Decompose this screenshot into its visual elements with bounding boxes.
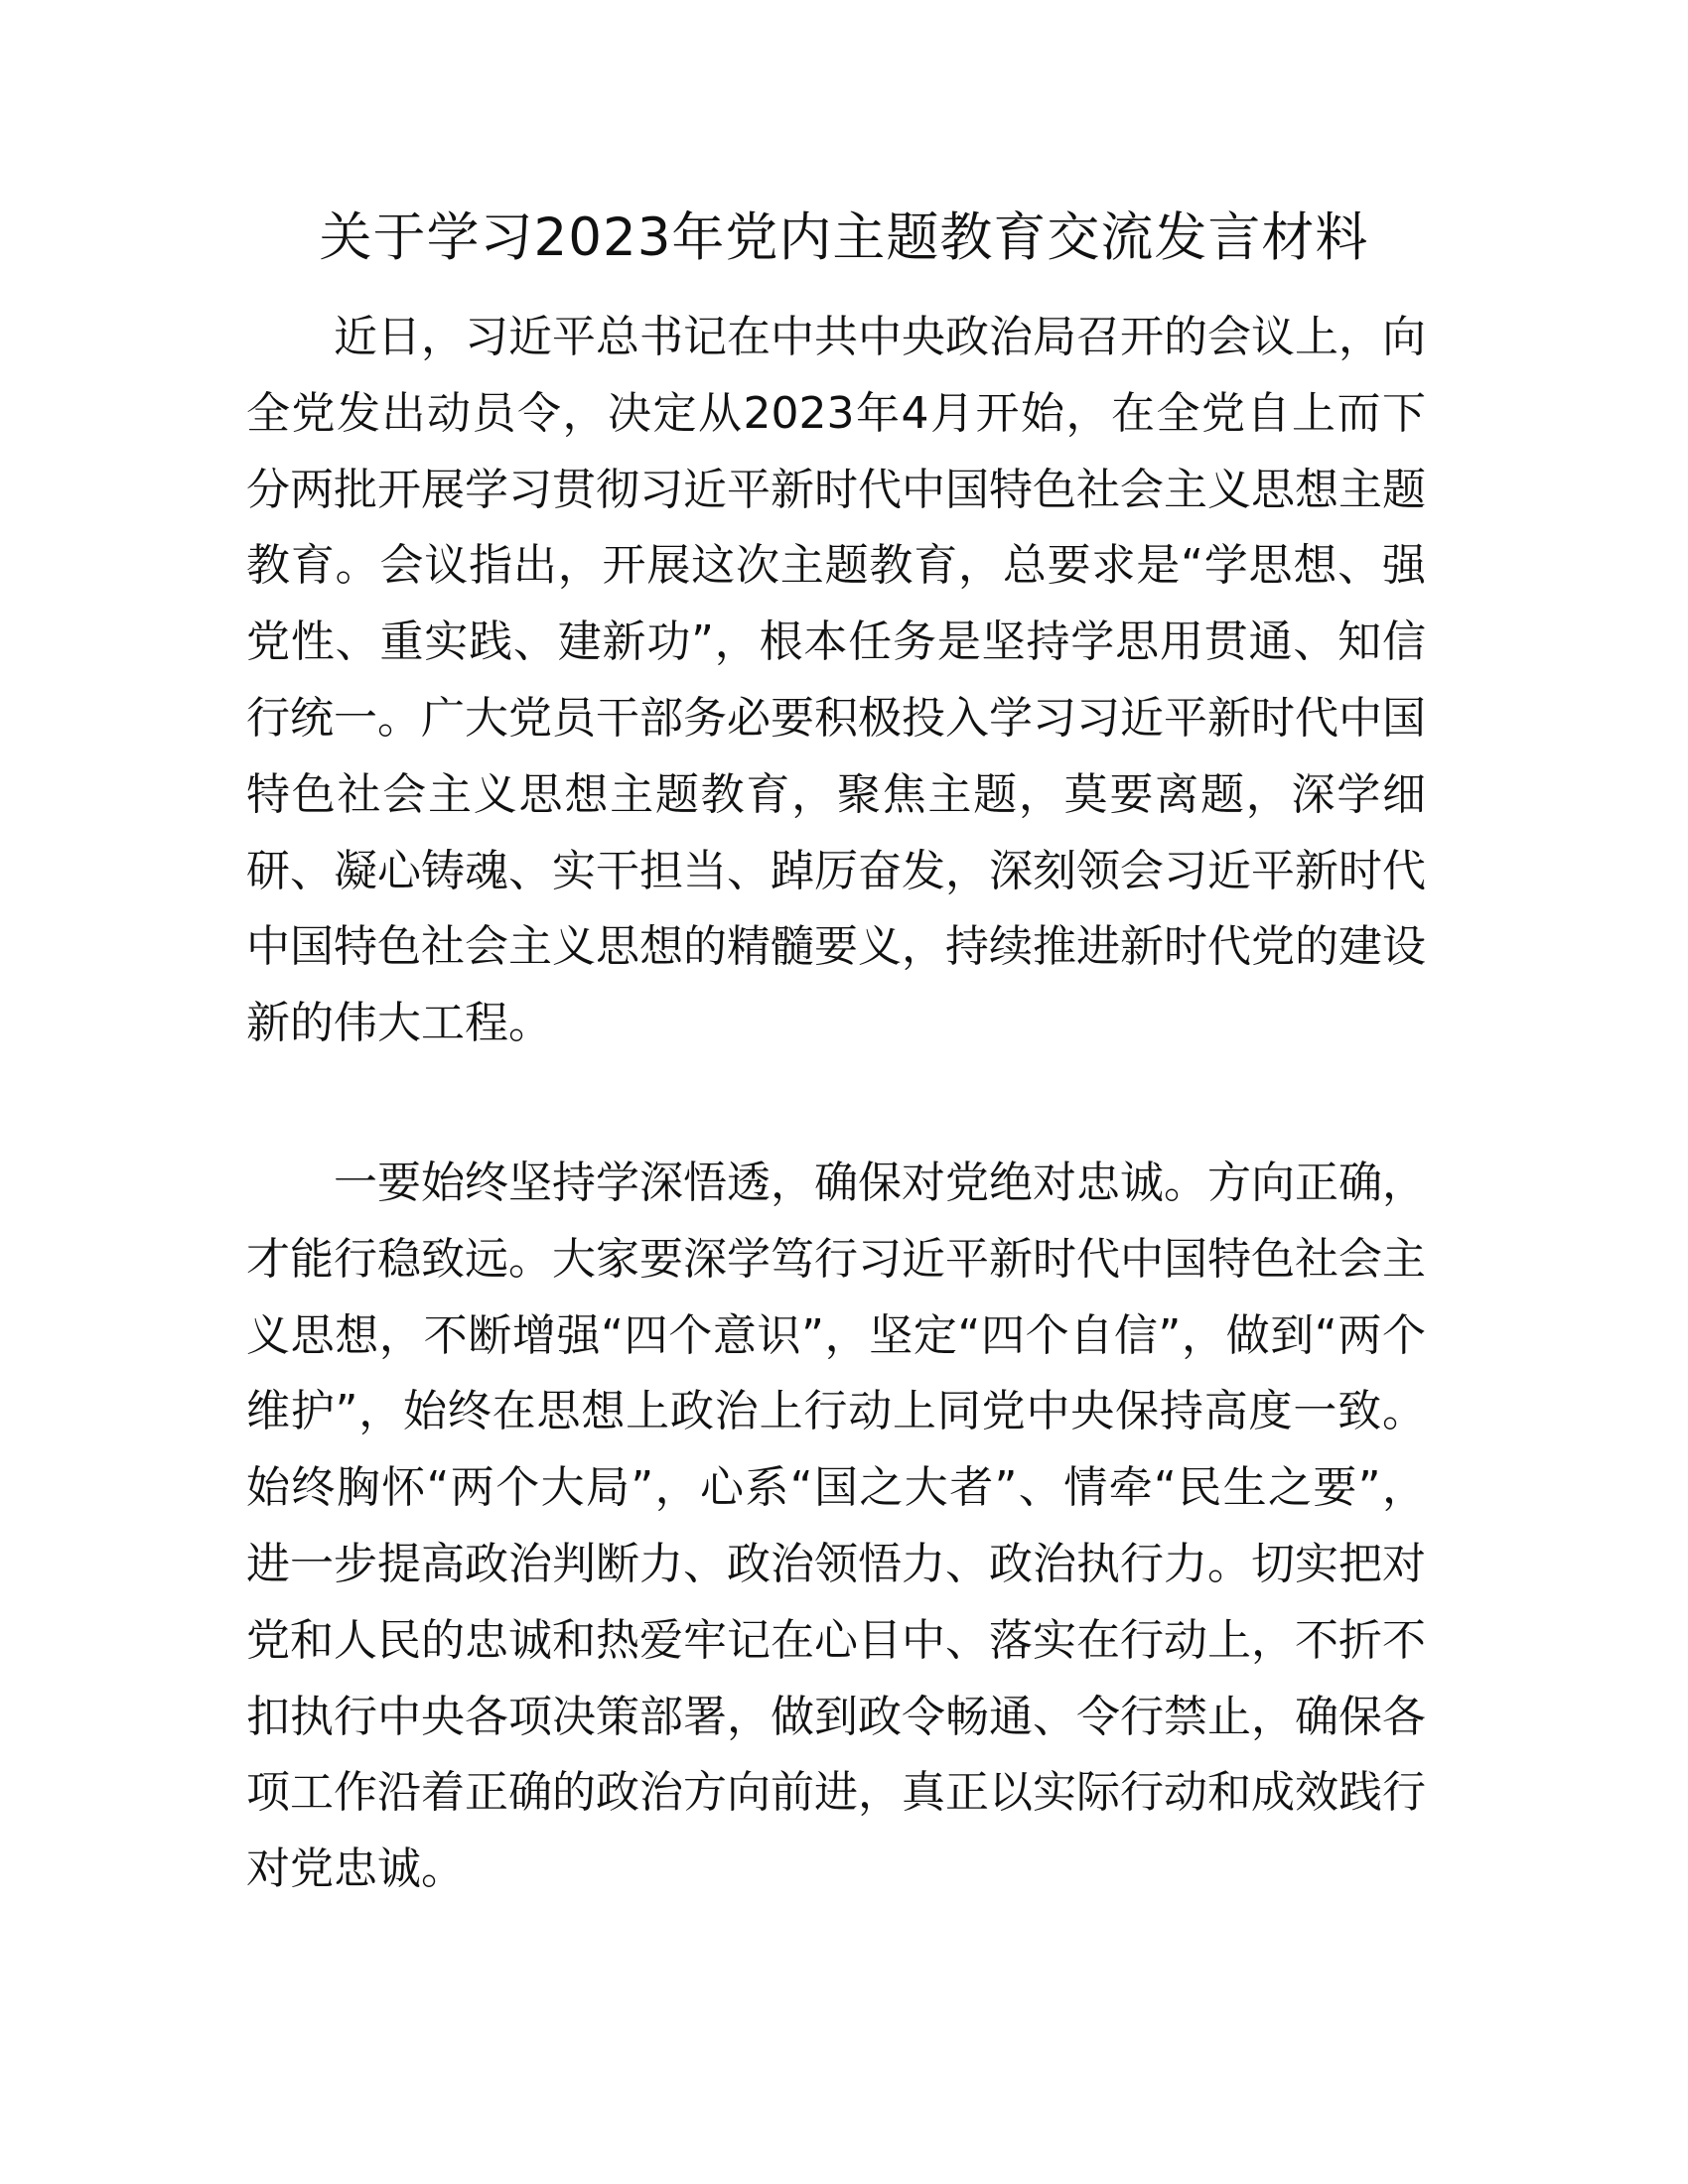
paragraph-loyalty [246, 1146, 1426, 1908]
text-line: 始终胸怀“两个大局”，心系“国之大者”、情牵“民生之要”， [246, 1462, 1426, 1514]
text-line: 行统一。广大党员干部务必要积极投入学习习近平新时代中国 [246, 692, 1426, 744]
text-line: 近日，习近平总书记在中共中央政治局召开的会议上，向 [334, 312, 1426, 362]
text-line: 进一步提高政治判断力、政治领悟力、政治执行力。切实把对 [246, 1538, 1426, 1589]
text-line: 教育。会议指出，开展这次主题教育，总要求是“学思想、强 [246, 540, 1426, 592]
text-line: 新的伟大工程。 [246, 998, 552, 1049]
text-line: 才能行稳致远。大家要深学笃行习近平新时代中国特色社会主 [246, 1233, 1426, 1285]
paragraph-intro [246, 300, 1426, 1062]
text-line: 分两批开展学习贯彻习近平新时代中国特色社会主义思想主题 [246, 464, 1426, 515]
text-line: 党和人民的忠诚和热爱牢记在心目中、落实在行动上，不折不 [246, 1614, 1426, 1666]
text-line: 全党发出动员令，决定从2023年4月开始，在全党自上而下 [246, 387, 1426, 439]
text-line: 对党忠诚。 [246, 1843, 465, 1895]
text-line: 维护”，始终在思想上政治上行动上同党中央保持高度一致。 [246, 1386, 1426, 1437]
text-line: 党性、重实践、建新功”，根本任务是坚持学思用贯通、知信 [246, 616, 1426, 668]
text-line: 中国特色社会主义思想的精髓要义，持续推进新时代党的建设 [246, 921, 1426, 973]
text-line: 一要始终坚持学深悟透，确保对党绝对忠诚。方向正确， [334, 1158, 1426, 1208]
text-line: 扣执行中央各项决策部署，做到政令畅通、令行禁止，确保各 [246, 1691, 1426, 1742]
text-line: 义思想，不断增强“四个意识”，坚定“四个自信”，做到“两个 [246, 1309, 1426, 1361]
document-title: 关于学习2023年党内主题教育交流发言材料 [319, 207, 1369, 268]
text-line: 项工作沿着正确的政治方向前进，真正以实际行动和成效践行 [246, 1767, 1426, 1819]
text-line: 研、凝心铸魂、实干担当、踔厉奋发，深刻领会习近平新时代 [246, 845, 1426, 896]
text-line: 特色社会主义思想主题教育，聚焦主题，莫要离题，深学细 [246, 768, 1426, 820]
